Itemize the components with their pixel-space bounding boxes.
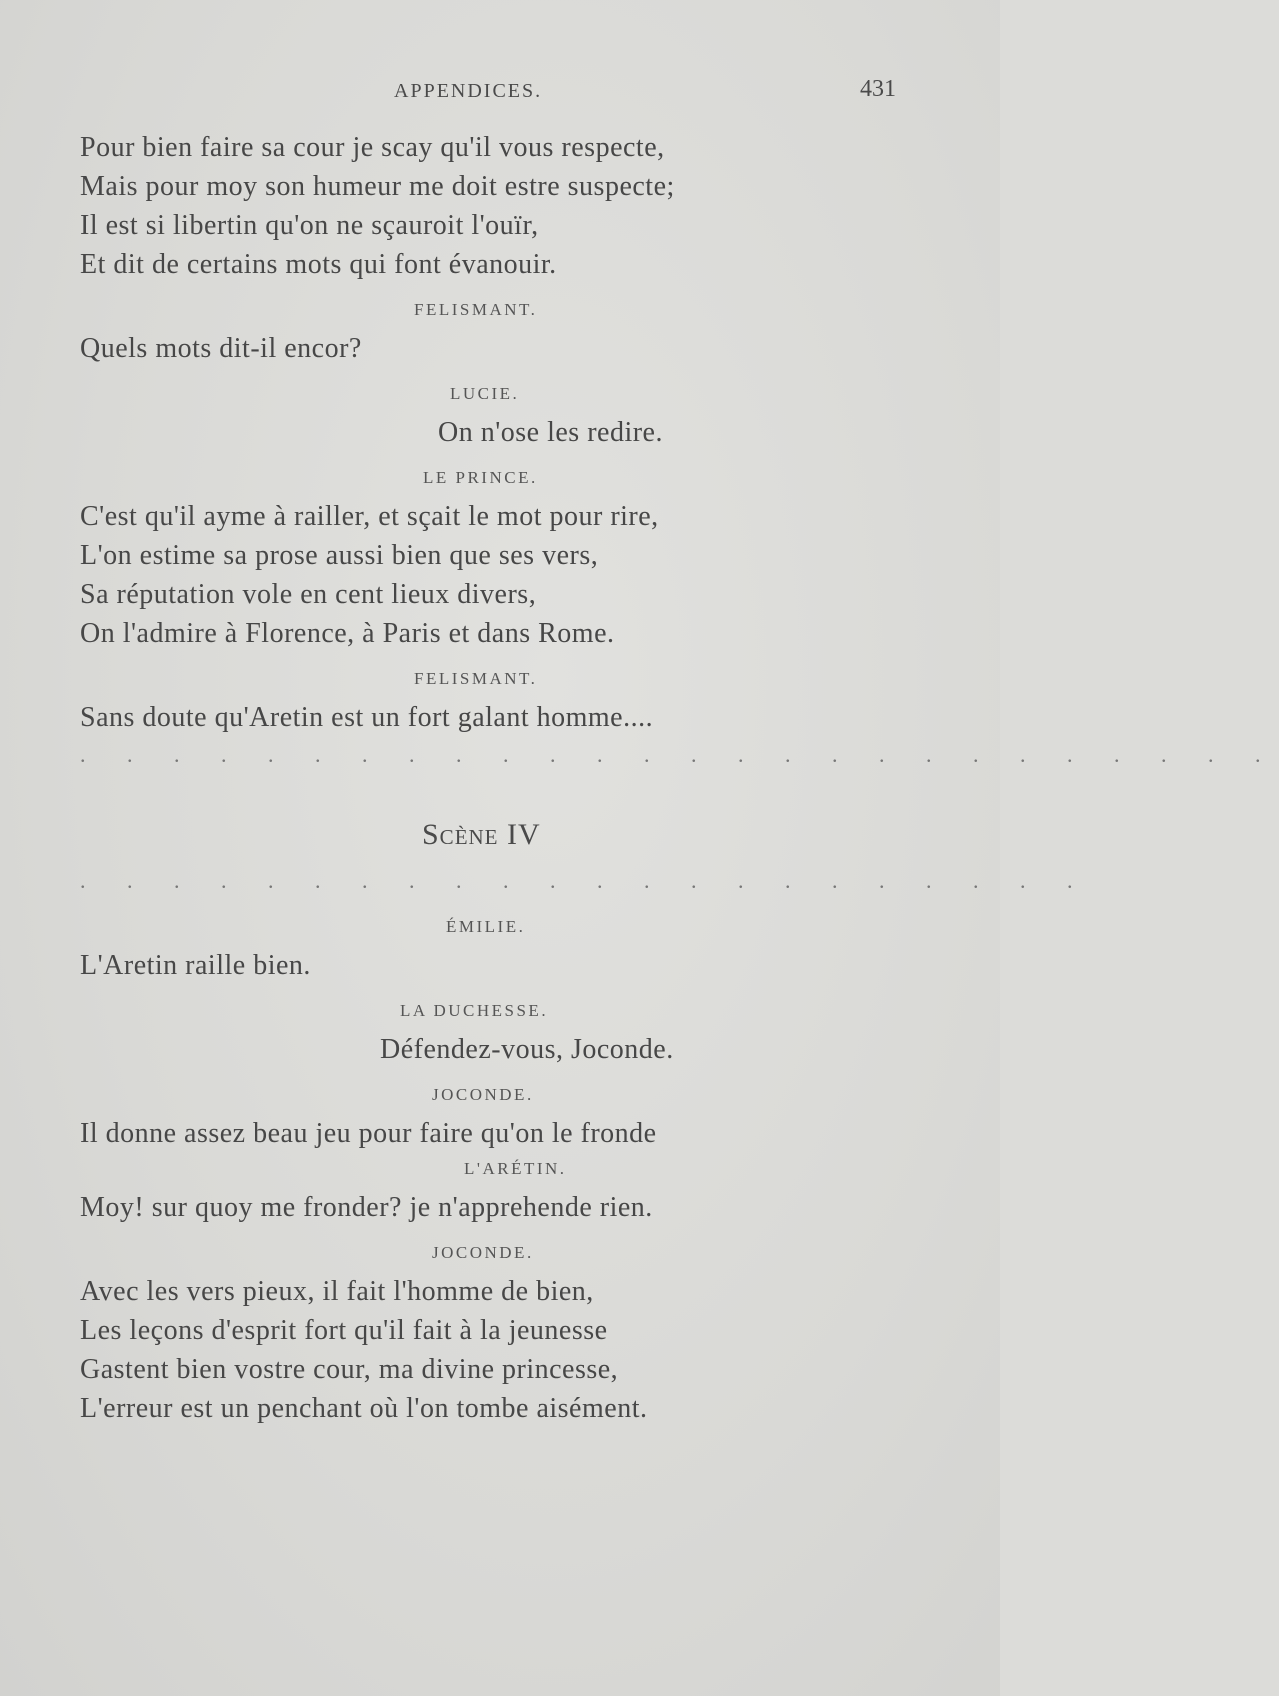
verse-line: On n'ose les redire. [438,417,663,448]
scene-title: Scène IV [422,818,541,851]
speech-emilie [80,917,900,985]
verse-line: Quels mots dit-il encor? [80,333,362,364]
speaker-name: LE PRINCE. [423,468,538,487]
verse-line: Gastent bien vostre cour, ma divine princesse, [80,1354,619,1385]
speaker-name: JOCONDE. [432,1243,534,1262]
ellipsis-line: . . . . . . . . . . . . . . . . . . . . . . . . . . [80,742,1279,767]
verse-line: Avec les vers pieux, il fait l'homme de bien, [80,1276,594,1307]
verse-line: L'Aretin raille bien. [80,950,311,981]
verse-line: Il donne assez beau jeu pour faire qu'on le fronde [80,1118,657,1149]
verse-line: Les leçons d'esprit fort qu'il fait à la jeunesse [80,1315,608,1346]
verse-block [80,128,900,284]
speech-felismant [80,300,900,368]
verse-line: Il est si libertin qu'on ne sçauroit l'ouïr, [80,210,539,241]
speech-duchesse [80,1001,900,1069]
speech-prince [80,468,900,653]
verse-line: Sans doute qu'Aretin est un fort galant homme.... [80,702,654,733]
speech-joconde [80,1085,900,1153]
verse-line: L'on estime sa prose aussi bien que ses vers, [80,540,599,571]
verse-line: Et dit de certains mots qui font évanouir. [80,249,557,280]
running-title: APPENDICES. [394,80,543,102]
speaker-name: JOCONDE. [432,1085,534,1104]
scene-heading [80,815,900,855]
speech-joconde [80,1243,900,1428]
running-head [0,76,1000,110]
ellipsis-line: . . . . . . . . . . . . . . . . . . . . . . [80,868,1091,893]
verse-line: Mais pour moy son humeur me doit estre suspecte; [80,171,675,202]
page-number: 431 [860,76,896,102]
speaker-name: LUCIE. [450,384,520,403]
speech-aretin [80,1159,900,1227]
speaker-name: FELISMANT. [414,669,538,688]
speaker-name: LA DUCHESSE. [400,1001,549,1020]
speaker-name: FELISMANT. [414,300,538,319]
verse-line: Moy! sur quoy me fronder? je n'apprehende rien. [80,1192,653,1223]
verse-line: Défendez-vous, Joconde. [380,1034,674,1065]
verse-line: On l'admire à Florence, à Paris et dans Rome. [80,618,615,649]
play-text [80,128,1279,1428]
verse-line: L'erreur est un penchant où l'on tombe aisément. [80,1393,648,1424]
verse-line: Sa réputation vole en cent lieux divers, [80,579,537,610]
speaker-name: L'ARÉTIN. [464,1159,567,1178]
speaker-name: ÉMILIE. [446,917,526,936]
verse-line: C'est qu'il ayme à railler, et sçait le mot pour rire, [80,501,659,532]
speech-lucie [80,384,900,452]
verse-line: Pour bien faire sa cour je scay qu'il vous respecte, [80,132,665,163]
speech-felismant [80,669,900,737]
